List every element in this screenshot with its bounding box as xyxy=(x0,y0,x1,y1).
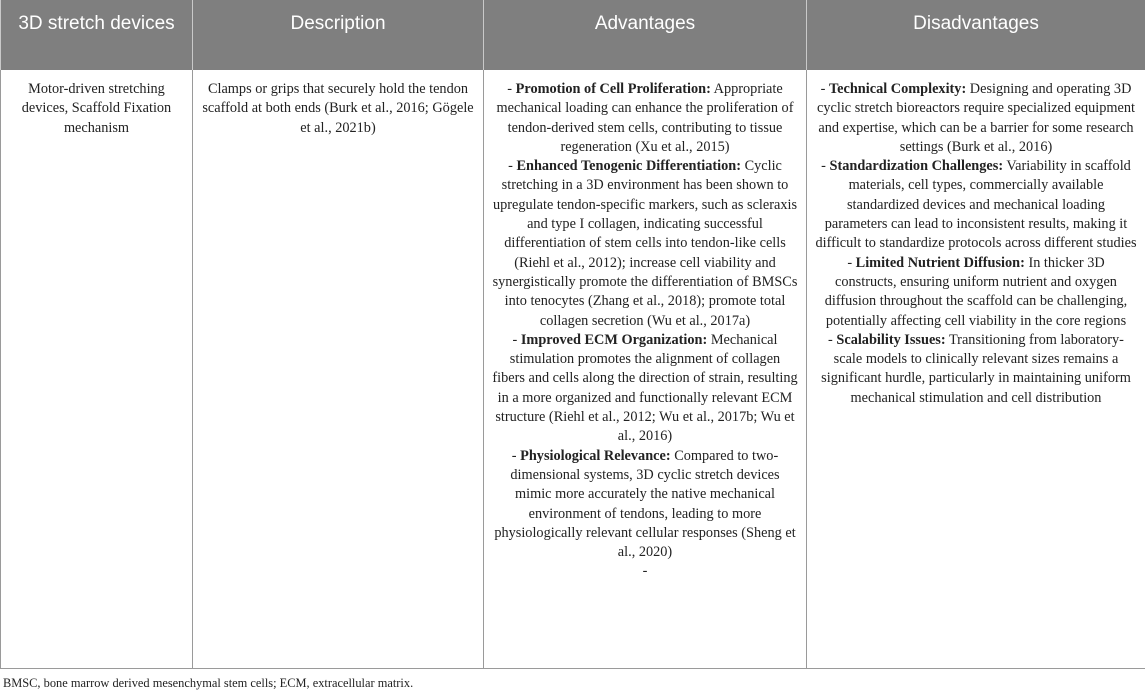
list-item: - Improved ECM Organization: Mechanical stimulation promotes the alignment of collagen fibers and cells along the direction of strain, resulting in a more organized and functionally relevant ECM structure (Riehl et al., 2012; Wu et al., 2017b; Wu et al., 2016) xyxy=(492,331,798,445)
header-description: Description xyxy=(193,0,484,70)
header-advantages: Advantages xyxy=(484,0,807,70)
cell-description: Clamps or grips that securely hold the tendon scaffold at both ends (Burk et al., 2016; Gögele et al., 2021b) xyxy=(193,70,484,668)
list-item: - Enhanced Tenogenic Differentiation: Cyclic stretching in a 3D environment has been shown to upregulate tendon-specific markers, such as scleraxis and type I collagen, indicating successful differentiation of stem cells into tendon-like cells (Riehl et al., 2012); increase cell viability and synergistically promote the differentiation of BMSCs into tenocytes (Zhang et al., 2018); promote total collagen secretion (Wu et al., 2017a) xyxy=(492,158,798,329)
list-item: - Promotion of Cell Proliferation: Appropriate mechanical loading can enhance the proliferation of tendon-derived stem cells, contributing to tissue regeneration (Xu et al., 2015) xyxy=(496,81,794,155)
table-footnote: BMSC, bone marrow derived mesenchymal stem cells; ECM, extracellular matrix. xyxy=(3,676,414,690)
list-item: - Standardization Challenges: Variability in scaffold materials, cell types, commercially available standardized devices and mechanical loading parameters can lead to inconsistent results, making it difficult to standardize protocols across different studies xyxy=(815,158,1137,252)
table-header-row xyxy=(1,0,1145,70)
cell-disadvantages xyxy=(807,70,1145,668)
list-item: - Scalability Issues: Transitioning from laboratory-scale models to clinically relevant sizes remains a significant hurdle, particularly in maintaining uniform mechanical stimulation and cell distribution xyxy=(821,331,1131,406)
cell-device: Motor-driven stretching devices, Scaffold Fixation mechanism xyxy=(1,70,193,668)
list-item: - Limited Nutrient Diffusion: In thicker 3D constructs, ensuring uniform nutrient and oxygen diffusion throughout the scaffold can be challenging, potentially affecting cell viability in the core regions xyxy=(824,254,1128,329)
list-item: - Physiological Relevance: Compared to two-dimensional systems, 3D cyclic stretch devices mimic more accurately the native mechanical environment of tendons, leading to more physiologically relevant cellular responses (Sheng et al., 2020) xyxy=(494,447,796,561)
header-disadvantages: Disadvantages xyxy=(807,0,1145,70)
list-item: - Technical Complexity: Designing and operating 3D cyclic stretch bioreactors require specialized equipment and expertise, which can be a barrier for some research settings (Burk et al., 2016) xyxy=(817,81,1135,155)
table-row xyxy=(1,70,1145,668)
list-item-trailing: - xyxy=(642,563,648,580)
cell-advantages xyxy=(484,70,807,668)
header-devices: 3D stretch devices xyxy=(1,0,193,70)
